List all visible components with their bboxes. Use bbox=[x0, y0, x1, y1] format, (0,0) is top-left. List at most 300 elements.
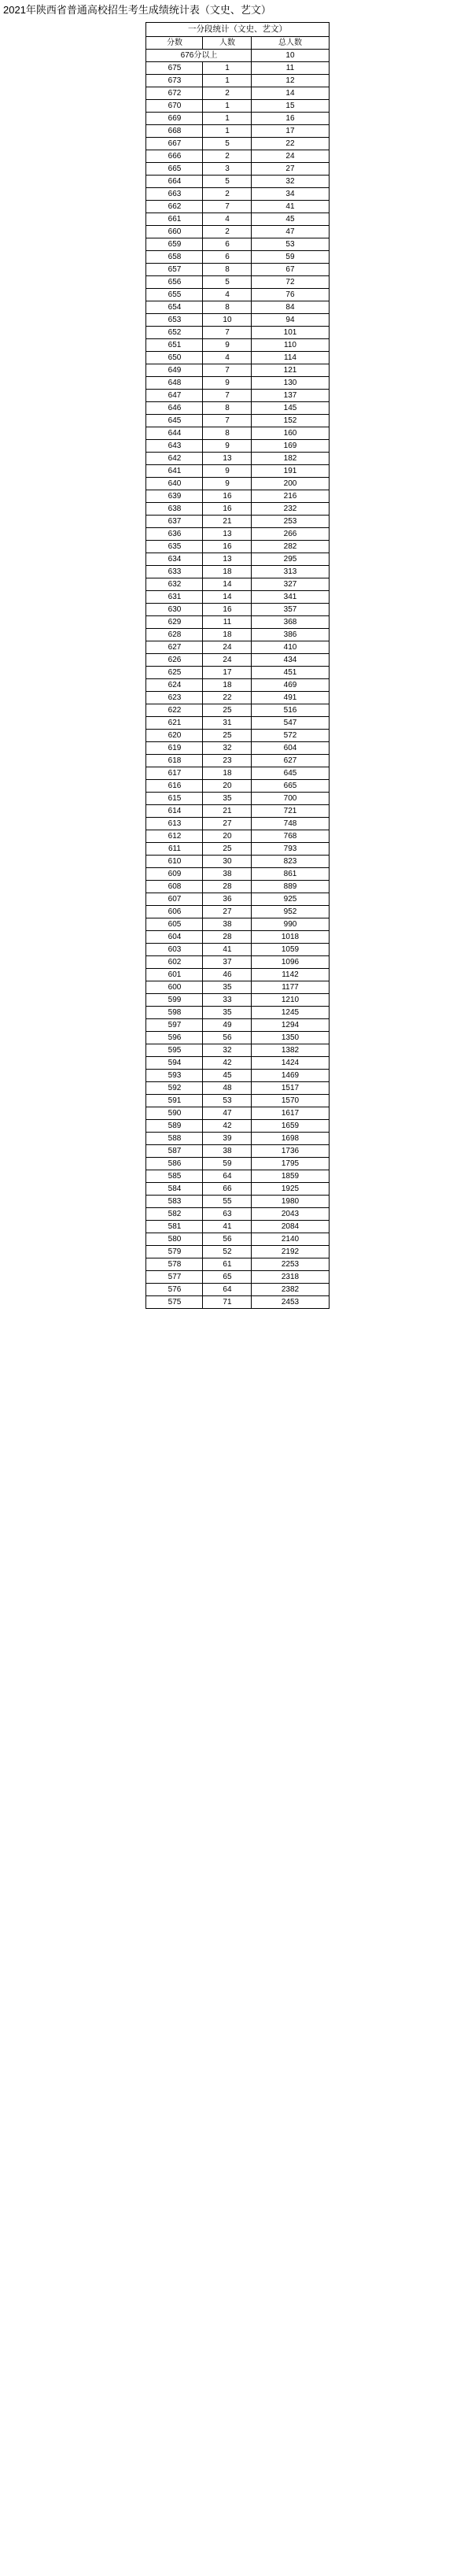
cell-total: 516 bbox=[252, 704, 329, 717]
cell-score: 660 bbox=[146, 226, 203, 238]
table-row bbox=[146, 238, 329, 251]
table-row bbox=[146, 390, 329, 402]
cell-count: 8 bbox=[203, 402, 252, 415]
cell-score: 647 bbox=[146, 390, 203, 402]
cell-total: 410 bbox=[252, 641, 329, 654]
cell-score: 636 bbox=[146, 528, 203, 541]
cell-score: 598 bbox=[146, 1007, 203, 1019]
table-row bbox=[146, 138, 329, 150]
cell-score: 581 bbox=[146, 1221, 203, 1233]
cell-score: 657 bbox=[146, 264, 203, 276]
cell-score: 644 bbox=[146, 427, 203, 440]
cell-total: 130 bbox=[252, 377, 329, 390]
cell-total: 266 bbox=[252, 528, 329, 541]
cell-count: 2 bbox=[203, 87, 252, 100]
table-row bbox=[146, 490, 329, 503]
cell-count: 49 bbox=[203, 1019, 252, 1032]
cell-total: 2043 bbox=[252, 1208, 329, 1221]
cell-score: 675 bbox=[146, 62, 203, 75]
cell-score: 596 bbox=[146, 1032, 203, 1044]
cell-count: 21 bbox=[203, 516, 252, 528]
cell-count: 18 bbox=[203, 566, 252, 578]
table-row bbox=[146, 87, 329, 100]
cell-score: 586 bbox=[146, 1158, 203, 1170]
cell-count: 1 bbox=[203, 100, 252, 113]
table-container bbox=[0, 22, 475, 1309]
cell-score: 667 bbox=[146, 138, 203, 150]
cell-total: 24 bbox=[252, 150, 329, 163]
cell-count: 1 bbox=[203, 113, 252, 125]
cell-count: 2 bbox=[203, 188, 252, 201]
cell-count: 65 bbox=[203, 1271, 252, 1284]
cell-score: 631 bbox=[146, 591, 203, 604]
cell-score: 629 bbox=[146, 616, 203, 629]
table-row bbox=[146, 453, 329, 465]
cell-total: 253 bbox=[252, 516, 329, 528]
cell-total: 145 bbox=[252, 402, 329, 415]
table-row bbox=[146, 176, 329, 188]
cell-score: 601 bbox=[146, 969, 203, 981]
cell-score: 593 bbox=[146, 1070, 203, 1082]
cell-total: 1925 bbox=[252, 1183, 329, 1196]
cell-total: 700 bbox=[252, 793, 329, 805]
cell-score: 616 bbox=[146, 780, 203, 793]
table-row bbox=[146, 314, 329, 327]
score-distribution-table bbox=[145, 22, 329, 1309]
cell-score: 633 bbox=[146, 566, 203, 578]
cell-total: 2140 bbox=[252, 1233, 329, 1246]
cell-score-range: 676分以上 bbox=[146, 50, 252, 62]
table-row bbox=[146, 201, 329, 213]
table-row bbox=[146, 1120, 329, 1133]
cell-total: 232 bbox=[252, 503, 329, 516]
cell-count: 1 bbox=[203, 75, 252, 87]
cell-count: 35 bbox=[203, 793, 252, 805]
table-row bbox=[146, 667, 329, 679]
cell-count: 9 bbox=[203, 377, 252, 390]
table-row bbox=[146, 150, 329, 163]
cell-total: 434 bbox=[252, 654, 329, 667]
table-row bbox=[146, 1170, 329, 1183]
cell-total: 1096 bbox=[252, 956, 329, 969]
table-row bbox=[146, 1145, 329, 1158]
cell-count: 38 bbox=[203, 868, 252, 881]
cell-score: 620 bbox=[146, 730, 203, 742]
cell-total: 1294 bbox=[252, 1019, 329, 1032]
table-header-row bbox=[146, 37, 329, 50]
cell-count: 8 bbox=[203, 264, 252, 276]
table-row bbox=[146, 969, 329, 981]
table-row bbox=[146, 264, 329, 276]
cell-count: 66 bbox=[203, 1183, 252, 1196]
cell-total: 72 bbox=[252, 276, 329, 289]
cell-score: 630 bbox=[146, 604, 203, 616]
cell-count: 63 bbox=[203, 1208, 252, 1221]
cell-total: 282 bbox=[252, 541, 329, 553]
cell-score: 609 bbox=[146, 868, 203, 881]
cell-total: 748 bbox=[252, 818, 329, 830]
cell-total: 341 bbox=[252, 591, 329, 604]
cell-count: 56 bbox=[203, 1032, 252, 1044]
cell-score: 578 bbox=[146, 1258, 203, 1271]
cell-count: 14 bbox=[203, 591, 252, 604]
cell-count: 3 bbox=[203, 163, 252, 176]
cell-count: 37 bbox=[203, 956, 252, 969]
cell-count: 35 bbox=[203, 1007, 252, 1019]
cell-count: 8 bbox=[203, 301, 252, 314]
cell-total: 94 bbox=[252, 314, 329, 327]
cell-count: 2 bbox=[203, 150, 252, 163]
cell-total: 16 bbox=[252, 113, 329, 125]
cell-count: 16 bbox=[203, 503, 252, 516]
cell-total: 327 bbox=[252, 578, 329, 591]
table-row bbox=[146, 402, 329, 415]
cell-total: 721 bbox=[252, 805, 329, 818]
cell-score: 648 bbox=[146, 377, 203, 390]
table-row bbox=[146, 1183, 329, 1196]
cell-total: 160 bbox=[252, 427, 329, 440]
cell-score: 641 bbox=[146, 465, 203, 478]
cell-count: 55 bbox=[203, 1196, 252, 1208]
table-row bbox=[146, 1095, 329, 1107]
page-title: 2021年陕西省普通高校招生考生成绩统计表（文史、艺文） bbox=[3, 4, 271, 16]
table-row bbox=[146, 906, 329, 918]
cell-score: 628 bbox=[146, 629, 203, 641]
cell-total: 17 bbox=[252, 125, 329, 138]
cell-count: 7 bbox=[203, 415, 252, 427]
cell-total: 1736 bbox=[252, 1145, 329, 1158]
table-row bbox=[146, 780, 329, 793]
table-row bbox=[146, 893, 329, 906]
table-row bbox=[146, 163, 329, 176]
table-row bbox=[146, 528, 329, 541]
cell-count: 9 bbox=[203, 339, 252, 352]
cell-total: 191 bbox=[252, 465, 329, 478]
cell-count: 17 bbox=[203, 667, 252, 679]
cell-score: 637 bbox=[146, 516, 203, 528]
table-row bbox=[146, 339, 329, 352]
cell-total: 861 bbox=[252, 868, 329, 881]
table-row bbox=[146, 1208, 329, 1221]
cell-score: 626 bbox=[146, 654, 203, 667]
cell-count: 38 bbox=[203, 918, 252, 931]
cell-score: 623 bbox=[146, 692, 203, 704]
cell-score: 590 bbox=[146, 1107, 203, 1120]
table-row bbox=[146, 981, 329, 994]
cell-score: 627 bbox=[146, 641, 203, 654]
table-row bbox=[146, 1019, 329, 1032]
table-row bbox=[146, 1032, 329, 1044]
cell-score: 618 bbox=[146, 755, 203, 767]
column-header-score: 分数 bbox=[146, 37, 203, 50]
cell-score: 579 bbox=[146, 1246, 203, 1258]
cell-count: 4 bbox=[203, 289, 252, 301]
cell-total: 2084 bbox=[252, 1221, 329, 1233]
cell-score: 577 bbox=[146, 1271, 203, 1284]
cell-score: 615 bbox=[146, 793, 203, 805]
cell-total: 1382 bbox=[252, 1044, 329, 1057]
cell-count: 18 bbox=[203, 679, 252, 692]
cell-score: 661 bbox=[146, 213, 203, 226]
table-row bbox=[146, 805, 329, 818]
cell-count: 41 bbox=[203, 944, 252, 956]
cell-score: 669 bbox=[146, 113, 203, 125]
cell-count: 5 bbox=[203, 276, 252, 289]
cell-total: 2192 bbox=[252, 1246, 329, 1258]
table-row bbox=[146, 843, 329, 856]
table-row bbox=[146, 591, 329, 604]
cell-score: 640 bbox=[146, 478, 203, 490]
table-row bbox=[146, 1233, 329, 1246]
table-row bbox=[146, 1284, 329, 1296]
table-row bbox=[146, 289, 329, 301]
cell-count: 11 bbox=[203, 616, 252, 629]
cell-count: 25 bbox=[203, 730, 252, 742]
table-row bbox=[146, 730, 329, 742]
cell-score: 576 bbox=[146, 1284, 203, 1296]
cell-count: 18 bbox=[203, 767, 252, 780]
cell-count: 21 bbox=[203, 805, 252, 818]
cell-score: 584 bbox=[146, 1183, 203, 1196]
table-row bbox=[146, 327, 329, 339]
cell-count: 45 bbox=[203, 1070, 252, 1082]
cell-count: 61 bbox=[203, 1258, 252, 1271]
cell-count: 32 bbox=[203, 742, 252, 755]
cell-count: 24 bbox=[203, 641, 252, 654]
cell-score: 599 bbox=[146, 994, 203, 1007]
cell-count: 18 bbox=[203, 629, 252, 641]
table-row bbox=[146, 629, 329, 641]
table-row bbox=[146, 793, 329, 805]
cell-total: 67 bbox=[252, 264, 329, 276]
table-row bbox=[146, 516, 329, 528]
cell-total: 547 bbox=[252, 717, 329, 730]
table-row bbox=[146, 213, 329, 226]
cell-count: 33 bbox=[203, 994, 252, 1007]
table-row bbox=[146, 944, 329, 956]
cell-total: 152 bbox=[252, 415, 329, 427]
table-row bbox=[146, 301, 329, 314]
cell-total: 990 bbox=[252, 918, 329, 931]
table-row bbox=[146, 50, 329, 62]
table-row bbox=[146, 503, 329, 516]
column-header-total: 总人数 bbox=[252, 37, 329, 50]
cell-score: 612 bbox=[146, 830, 203, 843]
cell-total: 84 bbox=[252, 301, 329, 314]
cell-total: 11 bbox=[252, 62, 329, 75]
cell-score: 642 bbox=[146, 453, 203, 465]
table-row bbox=[146, 918, 329, 931]
cell-score: 651 bbox=[146, 339, 203, 352]
cell-total: 2318 bbox=[252, 1271, 329, 1284]
cell-total: 216 bbox=[252, 490, 329, 503]
cell-score: 617 bbox=[146, 767, 203, 780]
cell-count: 6 bbox=[203, 251, 252, 264]
table-row bbox=[146, 641, 329, 654]
table-row bbox=[146, 856, 329, 868]
cell-count: 16 bbox=[203, 541, 252, 553]
table-row bbox=[146, 251, 329, 264]
cell-total: 1059 bbox=[252, 944, 329, 956]
table-row bbox=[146, 1082, 329, 1095]
cell-count: 13 bbox=[203, 453, 252, 465]
cell-count: 28 bbox=[203, 931, 252, 944]
cell-count: 16 bbox=[203, 604, 252, 616]
cell-score: 594 bbox=[146, 1057, 203, 1070]
table-row bbox=[146, 415, 329, 427]
cell-count: 5 bbox=[203, 138, 252, 150]
table-row bbox=[146, 566, 329, 578]
cell-total: 1018 bbox=[252, 931, 329, 944]
table-row bbox=[146, 1107, 329, 1120]
table-row bbox=[146, 830, 329, 843]
cell-total: 53 bbox=[252, 238, 329, 251]
cell-score: 575 bbox=[146, 1296, 203, 1309]
cell-count: 52 bbox=[203, 1246, 252, 1258]
cell-total: 121 bbox=[252, 364, 329, 377]
table-row bbox=[146, 553, 329, 566]
cell-score: 665 bbox=[146, 163, 203, 176]
cell-count: 14 bbox=[203, 578, 252, 591]
table-row bbox=[146, 578, 329, 591]
cell-total: 491 bbox=[252, 692, 329, 704]
cell-total: 114 bbox=[252, 352, 329, 364]
cell-count: 10 bbox=[203, 314, 252, 327]
cell-count: 42 bbox=[203, 1120, 252, 1133]
cell-score: 611 bbox=[146, 843, 203, 856]
cell-total: 1469 bbox=[252, 1070, 329, 1082]
cell-total: 2253 bbox=[252, 1258, 329, 1271]
cell-total: 469 bbox=[252, 679, 329, 692]
cell-score: 662 bbox=[146, 201, 203, 213]
cell-total: 41 bbox=[252, 201, 329, 213]
cell-score: 587 bbox=[146, 1145, 203, 1158]
cell-count: 9 bbox=[203, 478, 252, 490]
cell-total: 59 bbox=[252, 251, 329, 264]
cell-total: 451 bbox=[252, 667, 329, 679]
cell-total: 768 bbox=[252, 830, 329, 843]
cell-score: 603 bbox=[146, 944, 203, 956]
cell-count: 20 bbox=[203, 780, 252, 793]
cell-score: 588 bbox=[146, 1133, 203, 1145]
cell-score: 673 bbox=[146, 75, 203, 87]
cell-count: 64 bbox=[203, 1170, 252, 1183]
cell-score: 638 bbox=[146, 503, 203, 516]
cell-score: 592 bbox=[146, 1082, 203, 1095]
cell-total: 1659 bbox=[252, 1120, 329, 1133]
cell-total: 110 bbox=[252, 339, 329, 352]
cell-count: 1 bbox=[203, 125, 252, 138]
cell-score: 643 bbox=[146, 440, 203, 453]
cell-score: 595 bbox=[146, 1044, 203, 1057]
table-row bbox=[146, 717, 329, 730]
cell-total: 22 bbox=[252, 138, 329, 150]
cell-total: 1245 bbox=[252, 1007, 329, 1019]
cell-score: 634 bbox=[146, 553, 203, 566]
cell-score: 608 bbox=[146, 881, 203, 893]
cell-count: 64 bbox=[203, 1284, 252, 1296]
table-row bbox=[146, 818, 329, 830]
table-row bbox=[146, 427, 329, 440]
table-row bbox=[146, 1296, 329, 1309]
cell-total: 1617 bbox=[252, 1107, 329, 1120]
cell-total: 1698 bbox=[252, 1133, 329, 1145]
table-row bbox=[146, 62, 329, 75]
cell-total: 2382 bbox=[252, 1284, 329, 1296]
table-row bbox=[146, 616, 329, 629]
cell-count: 20 bbox=[203, 830, 252, 843]
cell-total: 15 bbox=[252, 100, 329, 113]
cell-count: 9 bbox=[203, 465, 252, 478]
cell-total: 313 bbox=[252, 566, 329, 578]
cell-score: 613 bbox=[146, 818, 203, 830]
cell-total: 10 bbox=[252, 50, 329, 62]
table-row bbox=[146, 767, 329, 780]
table-row bbox=[146, 994, 329, 1007]
cell-total: 200 bbox=[252, 478, 329, 490]
table-row bbox=[146, 654, 329, 667]
table-row bbox=[146, 352, 329, 364]
cell-total: 572 bbox=[252, 730, 329, 742]
cell-count: 46 bbox=[203, 969, 252, 981]
cell-total: 357 bbox=[252, 604, 329, 616]
cell-score: 589 bbox=[146, 1120, 203, 1133]
cell-count: 24 bbox=[203, 654, 252, 667]
table-caption-row bbox=[146, 23, 329, 37]
cell-total: 645 bbox=[252, 767, 329, 780]
cell-count: 71 bbox=[203, 1296, 252, 1309]
cell-score: 604 bbox=[146, 931, 203, 944]
cell-total: 1517 bbox=[252, 1082, 329, 1095]
cell-total: 1177 bbox=[252, 981, 329, 994]
cell-count: 4 bbox=[203, 213, 252, 226]
cell-total: 823 bbox=[252, 856, 329, 868]
table-row bbox=[146, 755, 329, 767]
table-row bbox=[146, 1258, 329, 1271]
table-row bbox=[146, 113, 329, 125]
cell-count: 5 bbox=[203, 176, 252, 188]
cell-total: 1142 bbox=[252, 969, 329, 981]
cell-score: 583 bbox=[146, 1196, 203, 1208]
cell-total: 295 bbox=[252, 553, 329, 566]
cell-score: 580 bbox=[146, 1233, 203, 1246]
cell-score: 622 bbox=[146, 704, 203, 717]
cell-total: 45 bbox=[252, 213, 329, 226]
cell-count: 31 bbox=[203, 717, 252, 730]
cell-count: 56 bbox=[203, 1233, 252, 1246]
cell-total: 1795 bbox=[252, 1158, 329, 1170]
cell-total: 952 bbox=[252, 906, 329, 918]
table-row bbox=[146, 692, 329, 704]
cell-count: 16 bbox=[203, 490, 252, 503]
table-row bbox=[146, 1158, 329, 1170]
cell-count: 48 bbox=[203, 1082, 252, 1095]
table-row bbox=[146, 956, 329, 969]
cell-total: 32 bbox=[252, 176, 329, 188]
cell-count: 47 bbox=[203, 1107, 252, 1120]
cell-score: 650 bbox=[146, 352, 203, 364]
table-row bbox=[146, 931, 329, 944]
table-row bbox=[146, 75, 329, 87]
cell-score: 666 bbox=[146, 150, 203, 163]
table-row bbox=[146, 868, 329, 881]
cell-score: 591 bbox=[146, 1095, 203, 1107]
cell-count: 59 bbox=[203, 1158, 252, 1170]
cell-score: 663 bbox=[146, 188, 203, 201]
table-caption: 一分段统计（文史、艺文） bbox=[146, 23, 329, 37]
cell-total: 386 bbox=[252, 629, 329, 641]
cell-score: 649 bbox=[146, 364, 203, 377]
